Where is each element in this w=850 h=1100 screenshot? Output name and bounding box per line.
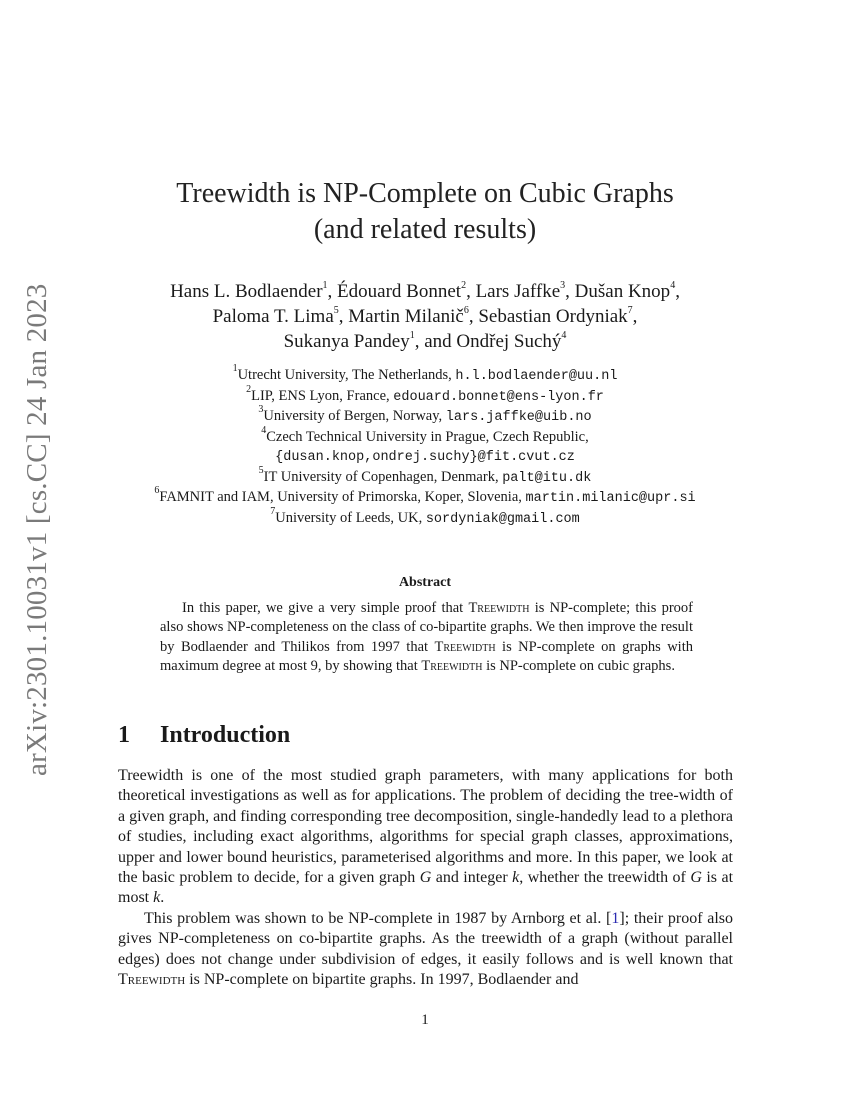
problem-name: Treewidth [421,657,483,674]
affiliation-number: 5 [258,464,264,476]
title-line-2: (and related results) [313,214,537,245]
paper-title [0,176,850,248]
affiliation-number: 4 [261,424,267,436]
body-text: is at most [118,869,734,907]
affiliation-number: 1 [232,363,238,375]
affiliation-text: IT University of Copenhagen, Denmark, [263,468,503,485]
intro-paragraph-2 [118,909,733,991]
citation-link[interactable]: 1 [611,910,620,927]
affiliation-number: 2 [246,383,252,395]
abstract-body [160,599,693,676]
affiliation-2 [0,383,850,408]
section-number: 1 [118,722,130,748]
affiliation-text: Czech Technical University in Prague, Czech Republic, [266,428,589,445]
author-name: Dušan Knop [574,281,671,302]
affiliation-number: 6 [154,485,160,497]
math-variable: k [512,869,520,887]
affiliation-marker: 3 [560,279,566,291]
separator: , [327,281,338,302]
affiliation-text: Utrecht University, The Netherlands, [237,367,456,383]
body-text: Treewidth is one of the most studied graph parameters, with many applications for both theoretical investigations as well as for applications. The problem of deciding the tree-width of a given graph, and finding corresponding tree decomposition, single-handedly lead to a plethora of studies, including exact algorithms, algorithms for special graph classes, approximations, upper and lower bound heuristics, parameterised algorithms and more. In this paper, we look at the basic problem to decide, for a given graph [118,767,733,887]
affiliation-3 [0,404,850,428]
abstract-text: is NP-complete; this proof also shows NP-completeness on the class of co-bipartite graphs. We then improve the result by Bodlaender and Thilikos from 1997 that [160,600,693,655]
affiliation-text: LIP, ENS Lyon, France, [251,387,394,404]
affiliation-marker: 5 [333,304,339,316]
body-text: . [160,889,165,907]
problem-name: Treewidth [434,638,496,655]
problem-name: Treewidth [118,971,186,989]
affiliation-text: FAMNIT and IAM, University of Primorska, Koper, Slovenia, [159,489,526,505]
email-link[interactable]: palt@itu.dk [502,470,592,486]
author-name: Sukanya Pandey [283,331,410,352]
affiliation-6 [0,485,850,509]
affiliation-marker: 7 [627,304,633,316]
affiliation-number: 7 [270,505,276,517]
email-link[interactable]: h.l.bodlaender@uu.nl [455,369,618,384]
body-text: ]; their proof also gives NP-completeness on co-bipartite graphs. As the treewidth of a graph (without parallel edges) does not change under subdivision of edges, it easily follows and is well known that [118,910,733,968]
separator: , [338,306,349,327]
abstract-heading: Abstract [398,575,452,590]
author-name: Paloma T. Lima [212,306,334,327]
email-link[interactable]: sordyniak@gmail.com [425,511,580,527]
author-line-1: Hans L. Bodlaender$^1$, Édouard Bonnet$^2$, Lars Jaffke$^3$, Dušan Knop$^4$, [170,279,680,302]
affiliation-marker: 2 [461,279,467,291]
email-link[interactable]: edouard.bonnet@ens-lyon.fr [393,389,604,405]
affiliation-marker: 4 [670,279,676,291]
title-line-1: Treewidth is NP-Complete on Cubic Graphs [176,178,674,209]
affiliation-5 [0,464,850,489]
email-link[interactable]: martin.milanic@upr.si [525,491,696,506]
body-text: This problem was shown to be NP-complete in 1987 by Arnborg et al. [ [144,910,612,927]
author-line-2: Paloma T. Lima$^5$, Martin Milanič$^6$, Sebastian Ordyniak$^7$, [212,304,638,327]
affiliation-marker: 1 [322,279,328,291]
affiliation-7 [0,505,850,530]
abstract-text: In this paper, we give a very simple proof that [182,600,469,616]
email-link[interactable]: lars.jaffke@uib.no [445,410,592,425]
affiliation-marker: 6 [463,304,469,316]
body-text: is NP-complete on bipartite graphs. In 1997, Bodlaender and [185,971,579,989]
affiliation-text: University of Leeds, UK, [275,509,426,526]
affiliation-4-email [0,447,850,468]
arxiv-identifier-stamp: arXiv:2301.10031v1 [cs.CC] 24 Jan 2023 [21,283,53,776]
section-title: Introduction [160,722,291,748]
separator: , and [414,331,457,352]
author-name: Lars Jaffke [475,281,561,302]
affiliation-marker: 1 [409,329,415,341]
math-variable: G [419,869,432,887]
affiliation-1 [0,363,850,387]
author-line-3 [0,329,850,354]
author-name: Hans L. Bodlaender [170,281,323,302]
email-link[interactable]: {dusan.knop,ondrej.suchy}@fit.cvut.cz [275,450,575,465]
abstract-text: is NP-complete on cubic graphs. [482,657,675,674]
affiliation-marker: 4 [561,329,567,341]
body-text: and integer [431,869,513,887]
problem-name: Treewidth [468,600,530,616]
author-list [0,279,850,354]
affiliation-list [0,363,850,529]
page-number: 1 [421,1012,429,1028]
separator: , [565,281,575,302]
author-name: Sebastian Ordyniak [478,306,628,327]
affiliation-4 [0,424,850,448]
abstract-text: is NP-complete on graphs with maximum degree at most 9, by showing that [160,638,693,674]
separator: , [466,281,476,302]
author-name: Édouard Bonnet [337,281,462,302]
body-text: , whether the treewidth of [519,869,691,887]
affiliation-text: University of Bergen, Norway, [263,408,446,424]
affiliation-number: 3 [258,404,264,416]
section-heading [118,722,290,749]
author-name: Martin Milanič [348,306,464,327]
separator: , [468,306,479,327]
math-variable: G [690,869,702,887]
math-variable: k [153,889,161,907]
author-name: Ondřej Suchý [456,331,562,352]
intro-paragraph-1 [118,766,733,909]
